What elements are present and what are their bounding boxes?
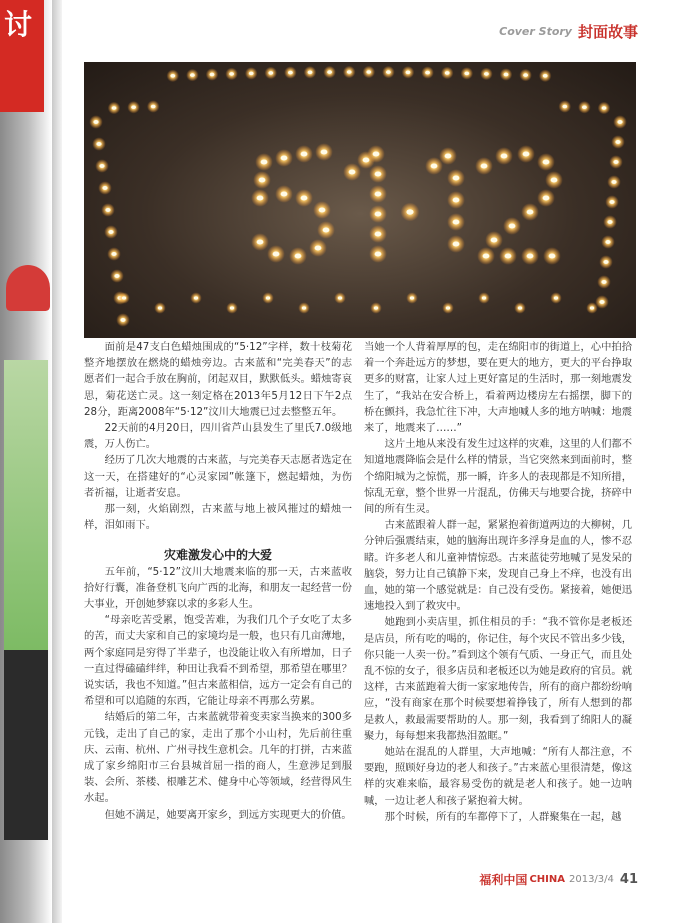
candle <box>505 253 512 258</box>
candle <box>609 200 614 204</box>
previous-page-red-banner <box>0 0 44 112</box>
candle <box>582 105 587 109</box>
candle <box>386 70 391 74</box>
candle <box>518 306 522 309</box>
page-number: 41 <box>619 872 638 887</box>
candle <box>375 191 382 196</box>
candle <box>527 209 534 214</box>
footer-magazine-english: CHINA <box>529 874 565 885</box>
candle <box>543 159 550 164</box>
candle <box>453 241 460 246</box>
candle <box>601 280 606 284</box>
body-paragraph: 22天前的4月20日，四川省芦山县发生了里氏7.0级地震，万人伤亡。 <box>84 422 352 451</box>
candle <box>257 239 264 244</box>
body-paragraph: “母亲吃苦受累，饱受苦难，为我们几个子女吃了太多的苦，而丈夫家和自己的家境均是一般，也只有几亩薄地，两个家庭同是穷得了半辈子，也没能让收入有所增加，日子一直过得磕磕绊绊，种田让我看不到希望，那希望在哪里？说实话，我也不知道。”但古来蓝相信，远方一定会有自己的希望和可以追随的东西，它能让母亲不再那么劳累。 <box>84 614 352 708</box>
candle <box>99 164 104 168</box>
candle <box>615 140 620 144</box>
previous-page-banner-glyph: 讨 <box>4 8 33 41</box>
body-paragraph: 面前是47支白色蜡烛围成的“5·12”字样，数十枝菊花整齐地摆放在燃烧的蜡烛旁边。古来蓝和“完美春天”的志愿者们一起合手放在胸前，闭起双目，默默低头。蜡烛寄哀思，菊花送亡灵。这一刻定格在2013年5月12日下午2点28分，距离2008年“5·12”汶川大地震已过去整整五年。 <box>84 341 352 418</box>
candle <box>446 306 450 309</box>
candle <box>410 296 414 299</box>
candle <box>114 274 119 278</box>
candle <box>605 240 610 244</box>
candle <box>315 245 322 250</box>
candle <box>445 153 452 158</box>
candle <box>259 177 266 182</box>
candle <box>406 70 411 74</box>
candle <box>131 105 136 109</box>
page-header <box>499 20 638 42</box>
candle <box>527 253 534 258</box>
candle <box>523 73 528 77</box>
candle <box>491 237 498 242</box>
candle <box>551 177 558 182</box>
header-english: Cover Story <box>499 24 572 38</box>
candle <box>268 71 273 75</box>
left-column <box>84 339 352 823</box>
candle <box>338 296 342 299</box>
candle <box>590 306 594 309</box>
page-footer <box>479 871 638 888</box>
candle <box>190 73 195 77</box>
candle <box>170 74 175 78</box>
header-section-title: 封面故事 <box>577 22 638 41</box>
candle <box>464 72 469 76</box>
candle <box>453 197 460 202</box>
candle <box>319 207 326 212</box>
candle <box>120 318 125 322</box>
candle <box>230 306 234 309</box>
body-paragraph: 古来蓝跟着人群一起，紧紧抱着街道两边的大柳树，几分钟后强震结束，她的脑海出现许多浮身是血的人，惨不忍睹。许多老人和儿童神情惊恐。古来蓝徒劳地喊了晃发呆的脑袋，努力让自己镇静下来，发现自己身上不痒，也没有出血，她的第一个感觉就是：自己没有受伤。紧接着，她便迅速地投入到了救灾中。 <box>364 519 632 613</box>
candle <box>375 231 382 236</box>
candle <box>373 151 380 156</box>
candle <box>445 71 450 75</box>
candle <box>321 149 328 154</box>
candle <box>302 306 306 309</box>
candle <box>613 160 618 164</box>
body-paragraph: 当她一个人背着厚厚的包，走在绵阳市的街道上，心中拍拾着一个奔赴远方的梦想，要在更大的地方，更大的平台挣取更多的财富，让家人过上更好富足的生活时，那一刻地震发生了，“我站在安合桥上，看着两边楼房左右摇摆，脚下的桥在颤抖，我急忙往下冲，大声地喊人多的地方呐喊：地震来了，地震来了……” <box>364 341 632 435</box>
candle <box>288 71 293 75</box>
candle <box>523 151 530 156</box>
candle <box>295 253 302 258</box>
candle <box>453 219 460 224</box>
right-column <box>364 339 632 825</box>
candle <box>509 223 516 228</box>
candle <box>301 151 308 156</box>
candle <box>543 195 550 200</box>
candle <box>607 220 612 224</box>
previous-page-edge <box>0 0 52 923</box>
candle <box>366 70 371 74</box>
candle <box>323 227 330 232</box>
candle <box>151 105 156 109</box>
candle <box>105 208 110 212</box>
candle <box>111 252 116 256</box>
candle <box>599 300 604 304</box>
candle <box>375 171 382 176</box>
candle <box>122 296 126 299</box>
footer-issue-date: 2013/3/4 <box>568 874 614 885</box>
section-heading: 灾难激发心中的大爱 <box>163 548 272 563</box>
candle <box>602 106 607 110</box>
candle <box>229 72 234 76</box>
candle <box>301 195 308 200</box>
candle <box>102 186 107 190</box>
candle <box>112 106 117 110</box>
previous-page-green-shirt <box>4 360 48 650</box>
candle <box>603 260 608 264</box>
candle <box>108 230 113 234</box>
candle <box>453 175 460 180</box>
candle <box>93 120 98 124</box>
candle <box>481 163 488 168</box>
candle <box>266 296 270 299</box>
candle <box>257 195 264 200</box>
candle <box>504 73 509 77</box>
body-paragraph: 她跑到小卖店里，抓住相员的手：“我不管你是老板还是店员，所有吃的喝的，你记住，每个灾民不管出多少钱，你只能一人卖一份。”看到这个领有气质、一身正气，而且处乱不惊的女子，很多店员和老板还以为她是政府的官员。就这样，古来蓝跑着大街一家家地传告，所有的商户都纷纷响应，“没有商家在那个时候要想着挣钱了，所有人想到的都是救人，救最需要帮助的人。那一刻，我看到了绵阳人的凝聚力，每每想来我都热泪盈眶。” <box>364 616 632 742</box>
body-paragraph: 那个时候，所有的车都停下了，人群聚集在一起，越 <box>384 810 622 823</box>
candle <box>349 169 356 174</box>
candle <box>327 70 332 74</box>
candle <box>549 253 556 258</box>
candle <box>347 70 352 74</box>
candle <box>375 251 382 256</box>
body-paragraph: 她站在混乱的人群里，大声地喊：“所有人都注意，不要跑，照顾好身边的老人和孩子。”古来蓝心里很清楚，像这样的灾难来临，最容易受伤的就是老人和孩子。她一边呐喊，一边让老人和孩子紧抱着大树。 <box>364 746 632 807</box>
candle <box>406 209 413 214</box>
candle <box>562 105 567 109</box>
body-paragraph: 那一刻，火焰剧烈，古来蓝与地上被风摧过的蜡烛一样，泪如雨下。 <box>84 503 352 532</box>
candle <box>96 142 101 146</box>
candle-photo <box>84 62 636 338</box>
footer-magazine-logo: 福利中国 <box>479 873 528 887</box>
candle <box>261 159 268 164</box>
candle <box>611 180 616 184</box>
previous-page-dark-pants <box>4 650 48 840</box>
book-spine <box>52 0 62 923</box>
body-paragraph: 经历了几次大地震的古来蓝，与完美春天志愿者选定在这一天，在搭建好的“心灵家园”帐篷下，燃起蜡烛，为伤者祈福，让逝者安息。 <box>84 454 352 499</box>
candle <box>543 74 548 78</box>
body-paragraph: 这片土地从来没有发生过这样的灾难，这里的人们都不知道地震降临会是什么样的情景，当它突然来到面前时，整个绵阳城为之惊慌，那一瞬，许多人的表现都是不知所措，惊乱无章，整个世界一片混乱，仿佛天与地要合拢，挤碎中间的所有生灵。 <box>364 438 632 516</box>
candle <box>483 253 490 258</box>
candle <box>431 163 438 168</box>
candle <box>281 155 288 160</box>
body-paragraph: 但她不满足，她要离开家乡，到远方实现更大的价值。 <box>104 808 352 821</box>
candle <box>194 296 198 299</box>
body-paragraph: 五年前，“5·12”汶川大地震来临的那一天，古来蓝收拾好行囊，准备登机飞向广西的北海，和朋友一起经营一份大事业，开创她梦寐以求的多彩人生。 <box>84 565 352 611</box>
candle <box>374 306 378 309</box>
candle-layout <box>84 62 636 338</box>
candle <box>308 70 313 74</box>
candle <box>210 73 215 77</box>
previous-page-red-cap <box>6 265 50 311</box>
candle <box>482 296 486 299</box>
candle <box>617 120 622 124</box>
candle <box>484 72 489 76</box>
candle <box>158 306 162 309</box>
candle <box>425 71 430 75</box>
candle <box>249 72 254 76</box>
candle <box>375 211 382 216</box>
body-paragraph: 结婚后的第二年，古来蓝就带着变卖家当换来的300多元钱，走出了自己的家，走出了那个小山村，先后前往重庆、云南、杭州、广州寻找生意机会。几年的打拼，古来蓝成了家乡绵阳市三台县城首屈一指的商人，生意涉足到服装、会所、茶楼、根雕艺术、健身中心等领域，经营得风生水起。 <box>84 711 352 805</box>
candle <box>554 296 558 299</box>
candle <box>281 191 288 196</box>
candle <box>501 153 508 158</box>
candle <box>273 251 280 256</box>
